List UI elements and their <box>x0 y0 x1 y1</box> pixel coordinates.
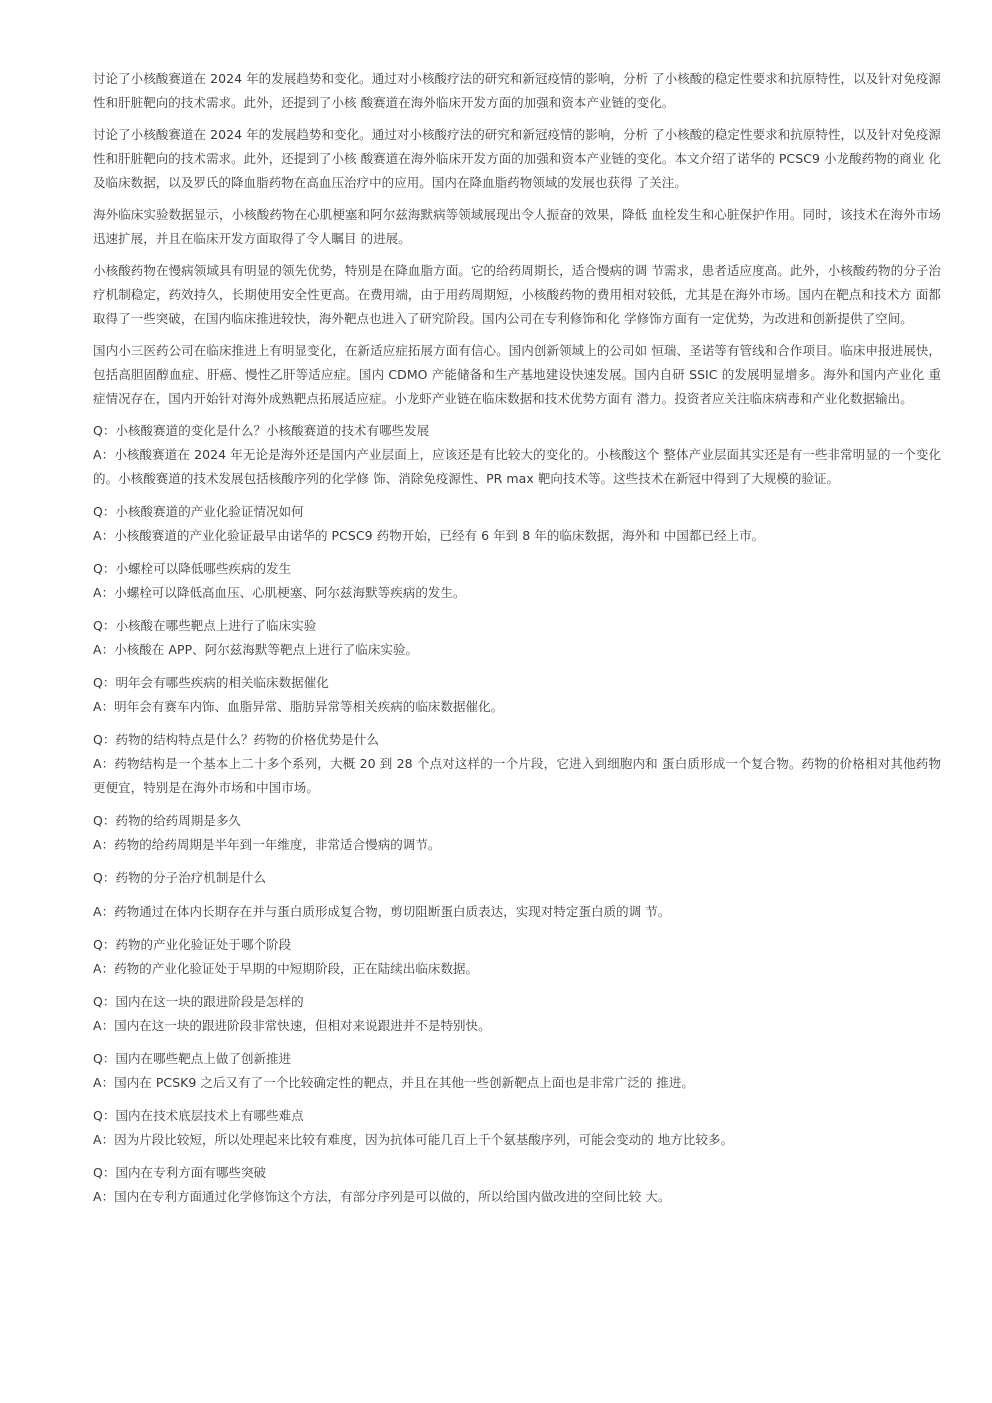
answer: A：国内在专利方面通过化学修饰这个方法，有部分序列是可以做的，所以给国内做改进的空间比较 大。 <box>93 1189 671 1204</box>
question: Q：药物的分子治疗机制是什么 <box>93 870 267 885</box>
qa-item <box>93 557 941 605</box>
answer: A：小核酸赛道的产业化验证最早由诺华的 PCSC9 药物开始，已经有 6 年到 8 年的临床数据，海外和 中国都已经上市。 <box>93 528 765 543</box>
question: Q：小核酸赛道的变化是什么？小核酸赛道的技术有哪些发展 <box>93 423 430 438</box>
question: Q：小核酸在哪些靶点上进行了临床实验 <box>93 618 317 633</box>
qa-item <box>93 728 941 800</box>
answer: A：小螺栓可以降低高血压、心肌梗塞、阿尔兹海默等疾病的发生。 <box>93 585 466 600</box>
answer: A：小核酸在 APP、阿尔兹海默等靶点上进行了临床实验。 <box>93 642 419 657</box>
qa-item <box>93 933 941 981</box>
question: Q：明年会有哪些疾病的相关临床数据催化 <box>93 675 329 690</box>
question: Q：国内在专利方面有哪些突破 <box>93 1165 267 1180</box>
answer: A：药物的给药周期是半年到一年维度，非常适合慢病的调节。 <box>93 837 441 852</box>
question: Q：小螺栓可以降低哪些疾病的发生 <box>93 561 292 576</box>
summary-paragraph-5: 国内小三医药公司在临床推进上有明显变化，在新适应症拓展方面有信心。国内创新领域上的公司如 恒瑞、圣诺等有管线和合作项目。临床申报进展快，包括高胆固醇血症、肝癌、慢性乙肝等适应症。国内 CDMO 产能储备和生产基地建设快速发展。国内自研 SSIC 的发展明显增多。海外和国内产业化 重症情况存在，国内开始针对海外成熟靶点拓展适应症。小龙虾产业链在临床数据和技术优势方面有 潜力。投资者应关注临床病毒和产业化数据输出。 <box>93 343 941 406</box>
question: Q：药物的给药周期是多久 <box>93 813 241 828</box>
qa-item <box>93 1161 941 1209</box>
answer: A：药物通过在体内长期存在并与蛋白质形成复合物，剪切阻断蛋白质表达，实现对特定蛋白质的调 节。 <box>93 904 671 919</box>
qa-item <box>93 671 941 719</box>
summary-paragraph-2: 讨论了小核酸赛道在 2024 年的发展趋势和变化。通过对小核酸疗法的研究和新冠疫情的影响，分析 了小核酸的稳定性要求和抗原特性，以及针对免疫源性和肝脏靶向的技术需求。此外，还提到了小核 酸赛道在海外临床开发方面的加强和资本产业链的变化。本文介绍了诺华的 PCSC9 小龙酸药物的商业 化及临床数据，以及罗氏的降血脂药物在高血压治疗中的应用。国内在降血脂药物领域的发展也获得 了关注。 <box>93 127 941 190</box>
summary-paragraph-3: 海外临床实验数据显示，小核酸药物在心肌梗塞和阿尔兹海默病等领域展现出令人振奋的效果，降低 血栓发生和心脏保护作用。同时，该技术在海外市场迅速扩展，并且在临床开发方面取得了令人瞩目 的进展。 <box>93 207 941 246</box>
answer: A：国内在这一块的跟进阶段非常快速，但相对来说跟进并不是特别快。 <box>93 1018 491 1033</box>
qa-item <box>93 1047 941 1095</box>
answer: A：因为片段比较短，所以处理起来比较有难度，因为抗体可能几百上千个氨基酸序列，可能会变动的 地方比较多。 <box>93 1132 734 1147</box>
question: Q：药物的结构特点是什么？药物的价格优势是什么 <box>93 732 379 747</box>
qa-item <box>93 419 941 491</box>
summary-paragraph-4: 小核酸药物在慢病领域具有明显的领先优势，特别是在降血脂方面。它的给药周期长，适合慢病的调 节需求，患者适应度高。此外，小核酸药物的分子治疗机制稳定，药效持久，长期使用安全性更高。在费用端，由于用药周期短，小核酸药物的费用相对较低，尤其是在海外市场。国内在靶点和技术方 面都取得了一些突破，在国内临床推进较快，海外靶点也进入了研究阶段。国内公司在专利修饰和化 学修饰方面有一定优势，为改进和创新提供了空间。 <box>93 263 941 326</box>
qa-item <box>93 1104 941 1152</box>
qa-item <box>93 500 941 548</box>
qa-item <box>93 990 941 1038</box>
question: Q：国内在哪些靶点上做了创新推进 <box>93 1051 292 1066</box>
qa-item <box>93 866 941 924</box>
qa-item <box>93 809 941 857</box>
qa-item <box>93 614 941 662</box>
answer: A：药物结构是一个基本上二十多个系列，大概 20 到 28 个点对这样的一个片段，它进入到细胞内和 蛋白质形成一个复合物。药物的价格相对其他药物更便宜，特别是在海外市场和中国市场。 <box>93 756 941 795</box>
summary-paragraph-1: 讨论了小核酸赛道在 2024 年的发展趋势和变化。通过对小核酸疗法的研究和新冠疫情的影响，分析 了小核酸的稳定性要求和抗原特性，以及针对免疫源性和肝脏靶向的技术需求。此外，还提到了小核 酸赛道在海外临床开发方面的加强和资本产业链的变化。 <box>93 71 941 110</box>
answer: A：小核酸赛道在 2024 年无论是海外还是国内产业层面上，应该还是有比较大的变化的。小核酸这个 整体产业层面其实还是有一些非常明显的一个变化的。小核酸赛道的技术发展包括核酸序列的化学修 饰、消除免疫源性、PR max 靶向技术等。这些技术在新冠中得到了大规模的验证。 <box>93 447 941 486</box>
question: Q：小核酸赛道的产业化验证情况如何 <box>93 504 304 519</box>
answer: A：药物的产业化验证处于早期的中短期阶段，正在陆续出临床数据。 <box>93 961 479 976</box>
document-body <box>93 67 941 1218</box>
question: Q：国内在技术底层技术上有哪些难点 <box>93 1108 304 1123</box>
question: Q：国内在这一块的跟进阶段是怎样的 <box>93 994 304 1009</box>
answer: A：明年会有赛车内饰、血脂异常、脂肪异常等相关疾病的临床数据催化。 <box>93 699 504 714</box>
question: Q：药物的产业化验证处于哪个阶段 <box>93 937 292 952</box>
answer: A：国内在 PCSK9 之后又有了一个比较确定性的靶点，并且在其他一些创新靶点上面也是非常广泛的 推进。 <box>93 1075 694 1090</box>
